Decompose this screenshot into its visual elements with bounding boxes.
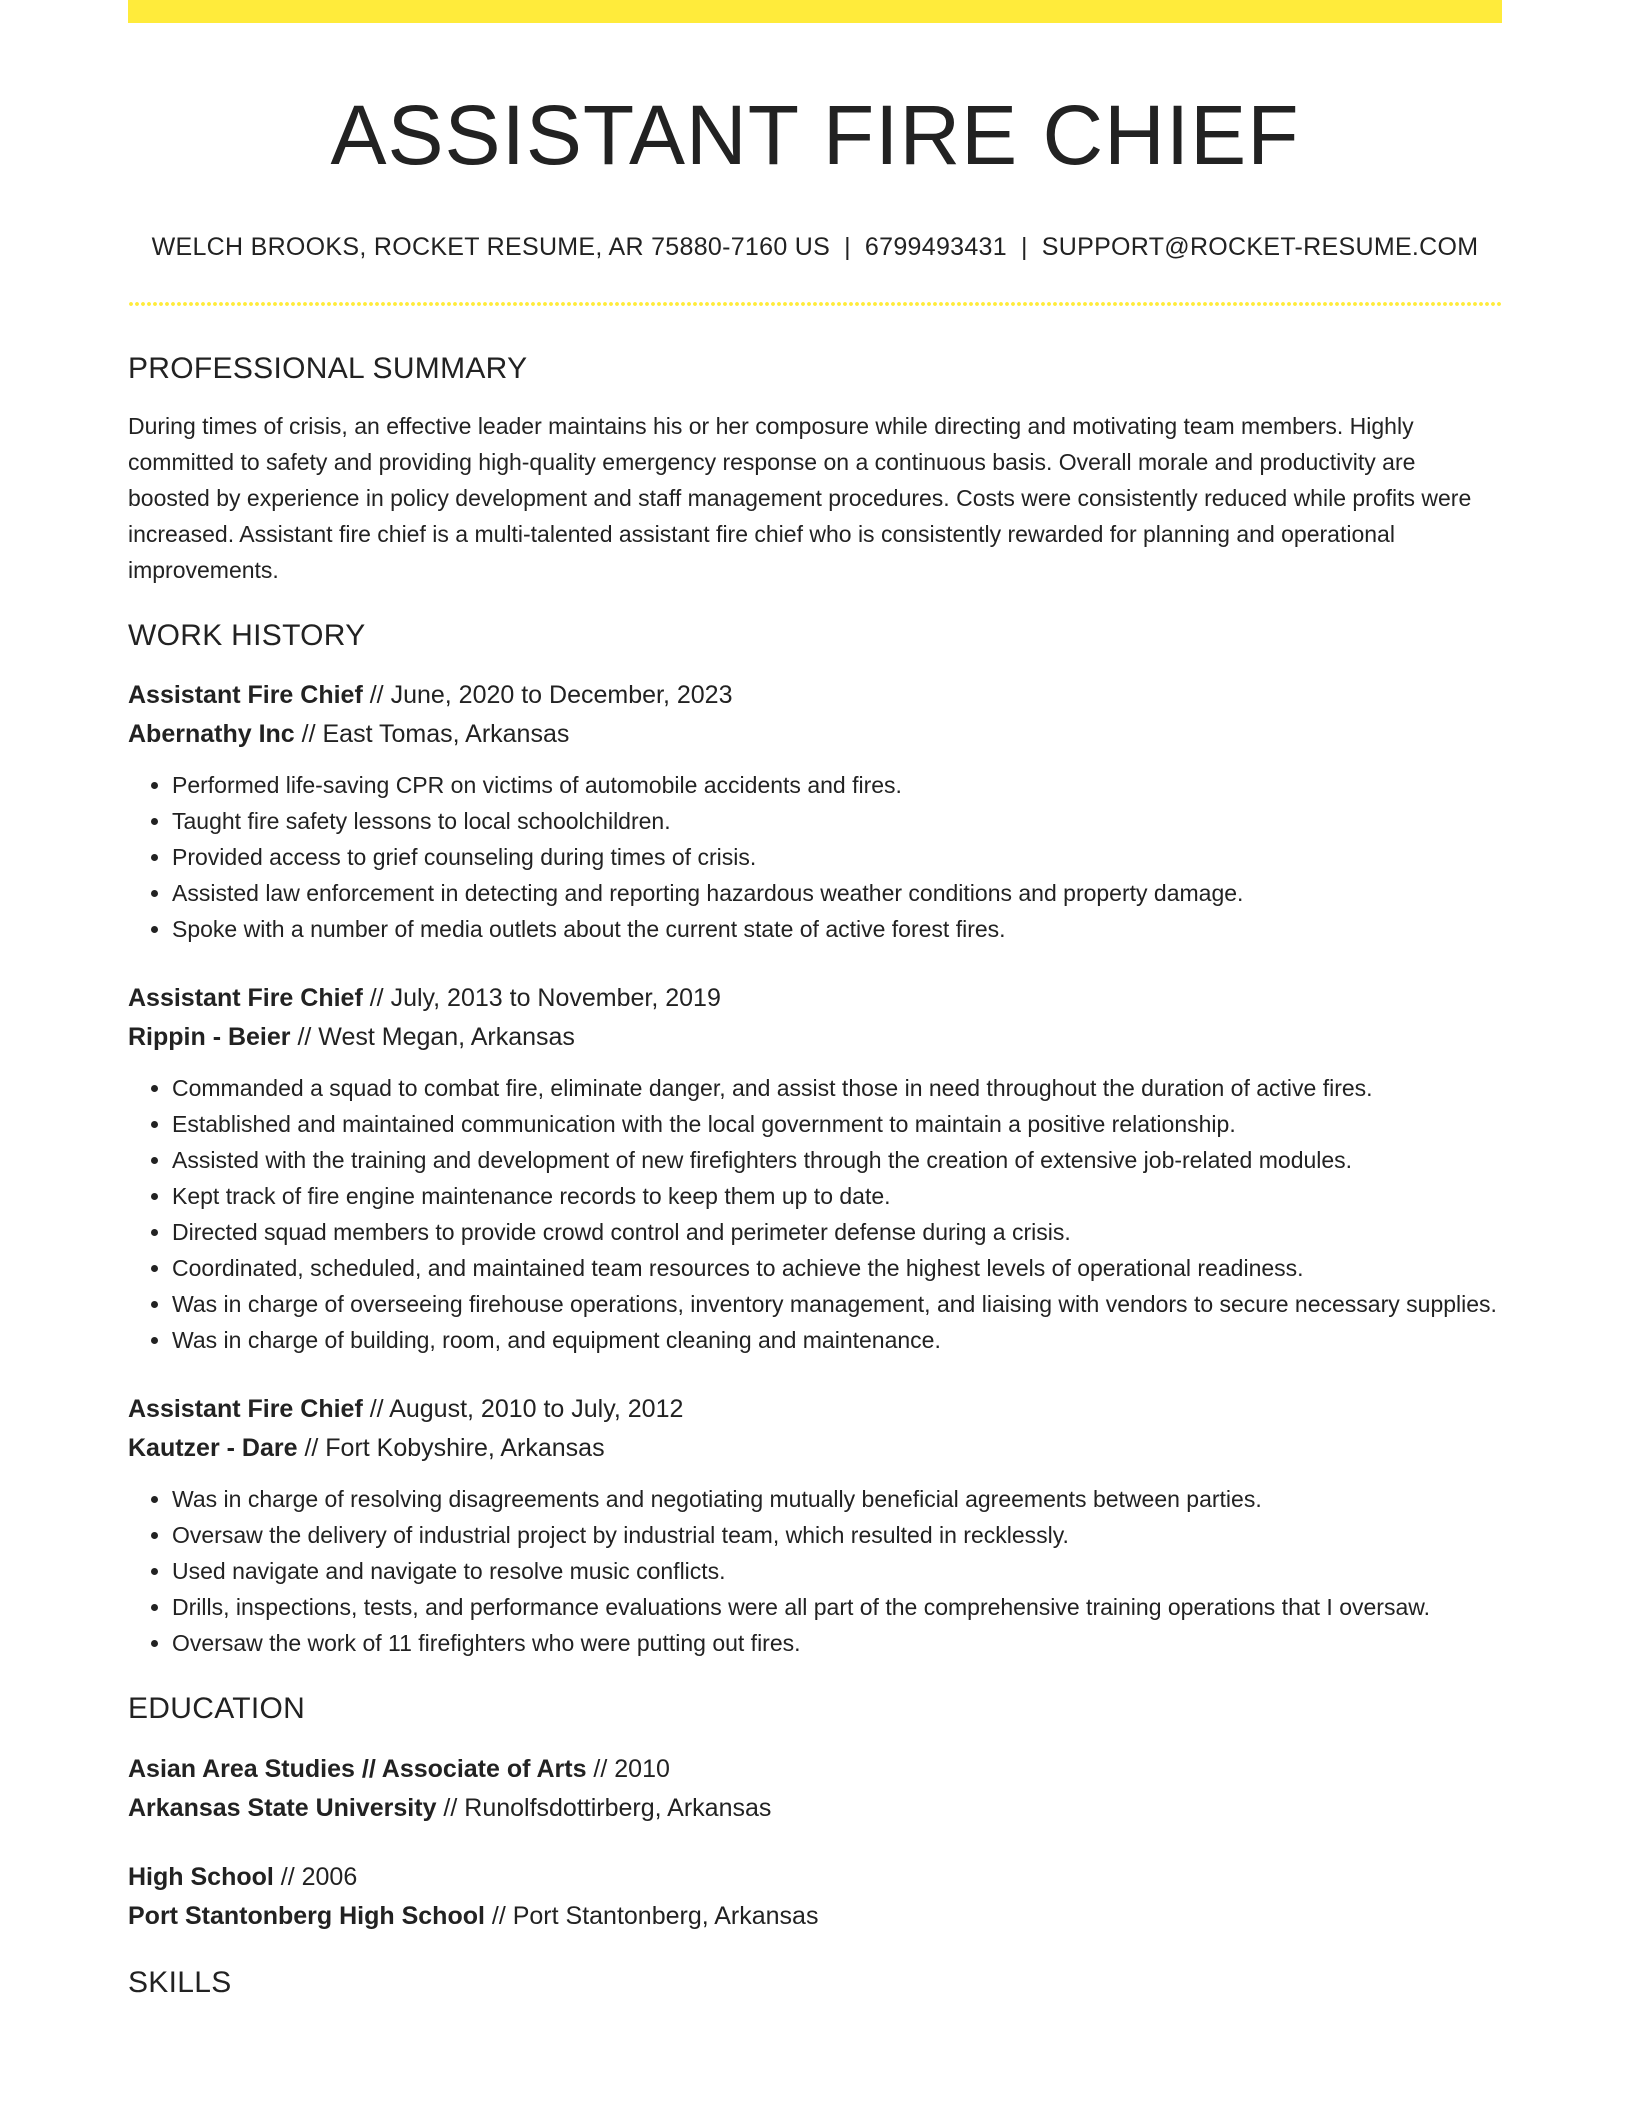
job-company-line (128, 715, 1502, 754)
top-accent-bar (128, 0, 1502, 23)
job-title: Assistant Fire Chief (128, 681, 363, 709)
list-item: • Drills, inspections, tests, and performance evaluations were all part of the comprehensive training operations that I oversaw. (172, 1589, 1502, 1625)
list-item: • Kept track of fire engine maintenance records to keep them up to date. (172, 1178, 1502, 1214)
summary-heading: PROFESSIONAL SUMMARY (128, 352, 528, 385)
list-item: • Coordinated, scheduled, and maintained team resources to achieve the highest levels of operational readiness. (172, 1250, 1502, 1286)
list-item: • Was in charge of building, room, and equipment cleaning and maintenance. (172, 1322, 1502, 1358)
job-bullets (128, 1070, 1502, 1358)
contact-separator: | (1020, 233, 1028, 261)
list-item: • Provided access to grief counseling during times of crisis. (172, 839, 1502, 875)
job-dates: // July, 2013 to November, 2019 (362, 984, 721, 1012)
job-title-line (128, 676, 1502, 715)
job-dates: // August, 2010 to July, 2012 (362, 1395, 684, 1423)
job-entry (128, 676, 1502, 947)
contact-line (128, 231, 1502, 263)
job-dates: // June, 2020 to December, 2023 (362, 681, 733, 709)
job-company-line (128, 1018, 1502, 1057)
education-school-line (128, 1897, 1502, 1936)
resume-title: ASSISTANT FIRE CHIEF (330, 88, 1300, 182)
education-heading: EDUCATION (128, 1692, 306, 1725)
education-school: Port Stantonberg High School (128, 1902, 485, 1930)
list-item: • Directed squad members to provide crowd control and perimeter defense during a crisis. (172, 1214, 1502, 1250)
list-item: • Oversaw the work of 11 firefighters who were putting out fires. (172, 1625, 1502, 1661)
job-company: Kautzer - Dare (128, 1434, 298, 1462)
job-company: Rippin - Beier (128, 1023, 291, 1051)
education-degree-line (128, 1750, 1502, 1789)
education-degree: High School (128, 1863, 274, 1891)
education-location: // Runolfsdottirberg, Arkansas (436, 1794, 772, 1822)
contact-phone: 6799493431 (864, 233, 1007, 261)
job-title-line (128, 979, 1502, 1018)
job-title: Assistant Fire Chief (128, 1395, 363, 1423)
job-title-line (128, 1390, 1502, 1429)
job-title: Assistant Fire Chief (128, 984, 363, 1012)
list-item: • Commanded a squad to combat fire, eliminate danger, and assist those in need throughout the duration of active fires. (172, 1070, 1502, 1106)
list-item: • Assisted law enforcement in detecting and reporting hazardous weather conditions and property damage. (172, 875, 1502, 911)
contact-separator: | (844, 233, 851, 261)
education-school: Arkansas State University (128, 1794, 437, 1822)
education-year: // 2010 (586, 1755, 670, 1783)
list-item: • Assisted with the training and development of new firefighters through the creation of extensive job-related modules. (172, 1142, 1502, 1178)
education-entry (128, 1750, 1502, 1828)
list-item: • Was in charge of overseeing firehouse operations, inventory management, and liaising with vendors to secure necessary supplies. (172, 1286, 1502, 1322)
summary-text: During times of crisis, an effective leader maintains his or her composure while directing and motivating team members. Highly committed to safety and providing high-quality emergency response on a continuous basis. Overall morale and productivity are boosted by experience in policy development and staff management procedures. Costs were consistently reduced while profits were increased. Assistant fire chief is a multi-talented assistant fire chief who is consistently rewarded for planning and operational improvements. (128, 413, 1472, 583)
job-bullets (128, 767, 1502, 947)
list-item: • Used navigate and navigate to resolve music conflicts. (172, 1553, 1502, 1589)
education-entry (128, 1858, 1502, 1936)
job-entry (128, 1390, 1502, 1661)
education-degree-line (128, 1858, 1502, 1897)
skills-heading: SKILLS (128, 1966, 232, 1999)
list-item: • Was in charge of resolving disagreements and negotiating mutually beneficial agreements between parties. (172, 1481, 1502, 1517)
job-company-line (128, 1429, 1502, 1468)
job-location: // West Megan, Arkansas (290, 1023, 575, 1051)
dotted-divider (128, 302, 1502, 306)
resume-page (128, 0, 1502, 2002)
job-location: // East Tomas, Arkansas (294, 720, 570, 748)
contact-address: WELCH BROOKS, ROCKET RESUME, AR 75880-7160 US (151, 233, 831, 261)
job-entry (128, 979, 1502, 1358)
list-item: • Performed life-saving CPR on victims of automobile accidents and fires. (172, 767, 1502, 803)
job-location: // Fort Kobyshire, Arkansas (297, 1434, 605, 1462)
list-item: • Established and maintained communication with the local government to maintain a positive relationship. (172, 1106, 1502, 1142)
education-location: // Port Stantonberg, Arkansas (484, 1902, 819, 1930)
list-item: • Spoke with a number of media outlets about the current state of active forest fires. (172, 911, 1502, 947)
job-bullets (128, 1481, 1502, 1661)
job-company: Abernathy Inc (128, 720, 295, 748)
education-school-line (128, 1789, 1502, 1828)
list-item: • Taught fire safety lessons to local schoolchildren. (172, 803, 1502, 839)
education-degree: Asian Area Studies // Associate of Arts (128, 1755, 587, 1783)
education-year: // 2006 (273, 1863, 358, 1891)
contact-email: SUPPORT@ROCKET-RESUME.COM (1041, 233, 1479, 261)
list-item: • Oversaw the delivery of industrial project by industrial team, which resulted in recklessly. (172, 1517, 1502, 1553)
work-history-heading: WORK HISTORY (128, 619, 366, 652)
